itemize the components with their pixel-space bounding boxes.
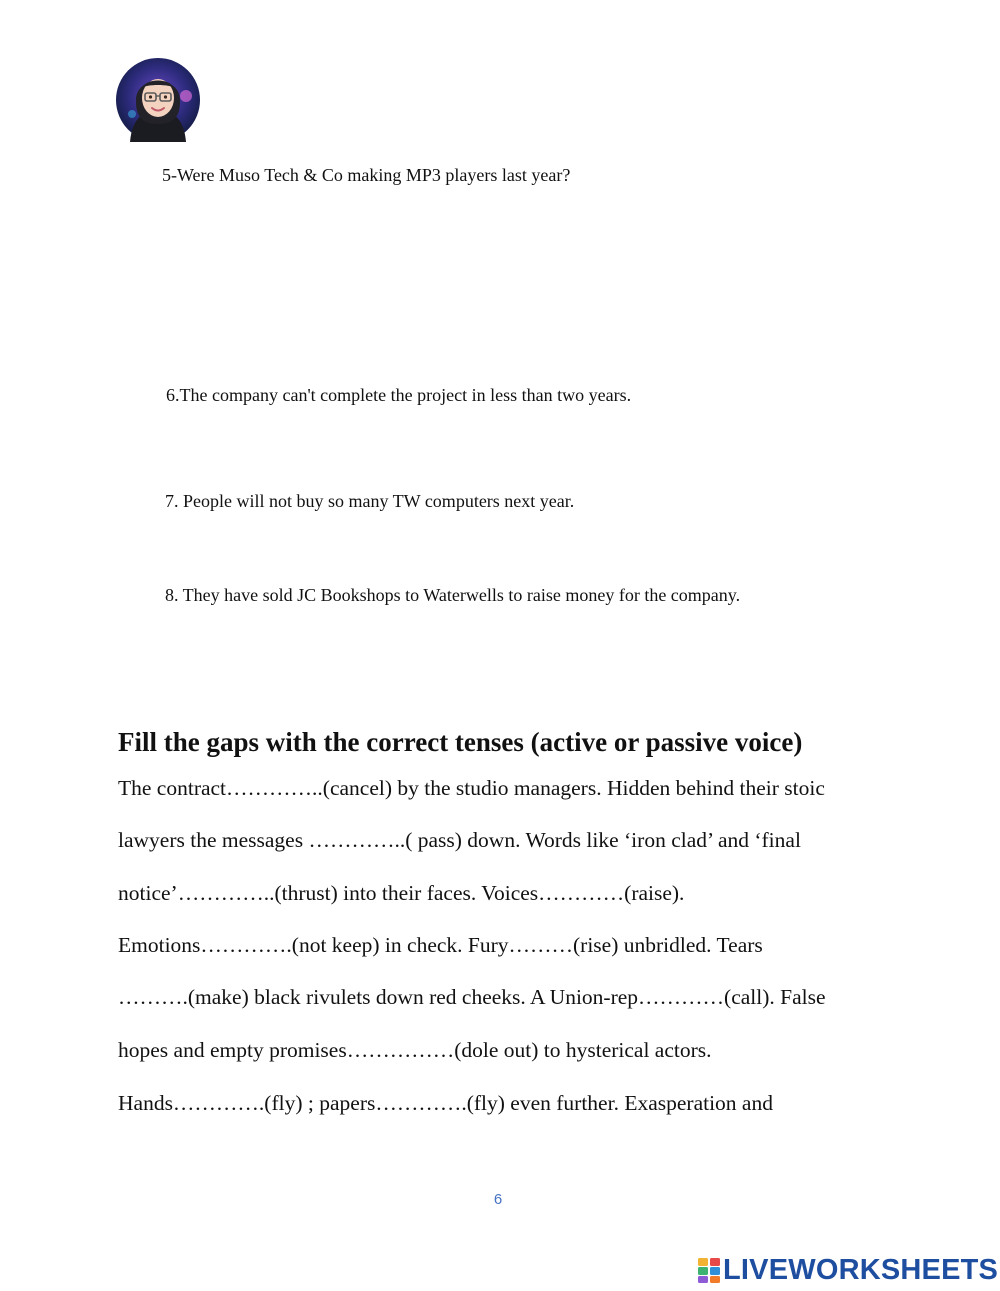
page-number: 6 bbox=[493, 1191, 503, 1208]
question-7: 7. People will not buy so many TW computers next year. bbox=[165, 491, 575, 511]
exercise-line: Hands………….(fly) ; papers………….(fly) even further. Exasperation and bbox=[118, 1091, 773, 1115]
question-8: 8. They have sold JC Bookshops to Waterwells to raise money for the company. bbox=[165, 585, 741, 605]
question-5: 5-Were Muso Tech & Co making MP3 players last year? bbox=[162, 165, 571, 185]
exercise-line: lawyers the messages …………..( pass) down. Words like ‘iron clad’ and ‘final bbox=[118, 828, 801, 852]
exercise-line: hopes and empty promises……………(dole out) to hysterical actors. bbox=[118, 1038, 712, 1062]
question-6: 6.The company can't complete the project in less than two years. bbox=[166, 385, 632, 405]
author-avatar bbox=[116, 58, 200, 142]
exercise-line: Emotions………….(not keep) in check. Fury………(rise) unbridled. Tears bbox=[118, 933, 763, 957]
brand-cubes-icon bbox=[697, 1257, 721, 1284]
brand-name: LIVEWORKSHEETS bbox=[723, 1254, 999, 1286]
liveworksheets-logo bbox=[697, 1255, 998, 1285]
exercise-line: ……….(make) black rivulets down red cheeks. A Union-rep…………(call). False bbox=[118, 985, 826, 1009]
exercise-line: notice’…………..(thrust) into their faces. Voices…………(raise). bbox=[118, 881, 685, 905]
exercise-heading: Fill the gaps with the correct tenses (active or passive voice) bbox=[118, 727, 803, 757]
exercise-line: The contract…………..(cancel) by the studio managers. Hidden behind their stoic bbox=[118, 776, 825, 800]
